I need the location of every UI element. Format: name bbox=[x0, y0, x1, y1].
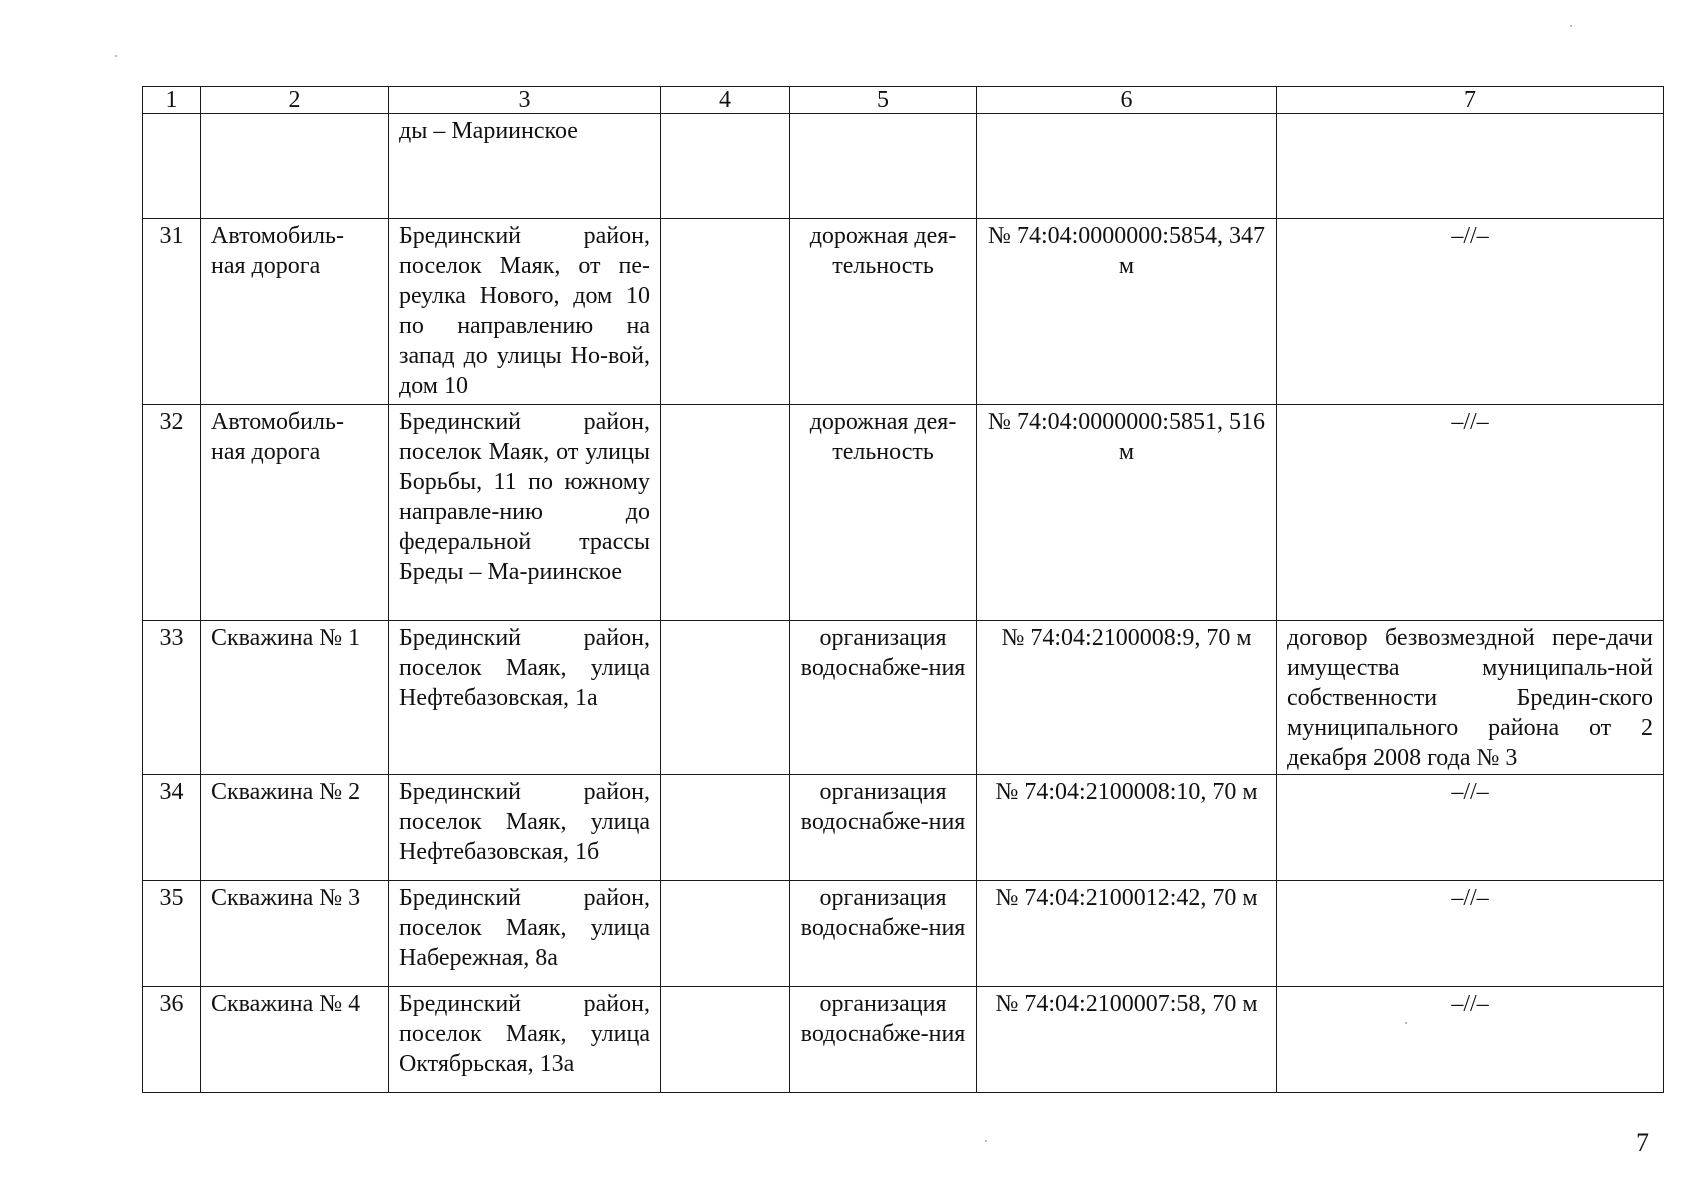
object-name-cell: Автомобиль-ная дорога bbox=[201, 405, 389, 621]
basis-cell: –//– bbox=[1277, 775, 1664, 881]
empty-cell bbox=[661, 775, 790, 881]
column-header-2: 2 bbox=[201, 87, 389, 114]
basis-cell bbox=[1277, 114, 1664, 219]
cadastral-cell: № 74:04:2100008:9, 70 м bbox=[977, 621, 1277, 775]
cadastral-cell: № 74:04:2100007:58, 70 м bbox=[977, 987, 1277, 1093]
scan-speck bbox=[1405, 1022, 1407, 1024]
row-number-cell bbox=[143, 114, 201, 219]
cadastral-cell: № 74:04:2100012:42, 70 м bbox=[977, 881, 1277, 987]
cadastral-cell: № 74:04:2100008:10, 70 м bbox=[977, 775, 1277, 881]
table-row bbox=[143, 881, 1664, 987]
empty-cell bbox=[661, 405, 790, 621]
column-header-6: 6 bbox=[977, 87, 1277, 114]
row-number-cell: 36 bbox=[143, 987, 201, 1093]
row-number-cell: 33 bbox=[143, 621, 201, 775]
address-cell: Брединский район, поселок Маяк, от пе-реулка Нового, дом 10 по направлению на запад до улицы Но-вой, дом 10 bbox=[389, 219, 661, 405]
empty-cell bbox=[661, 114, 790, 219]
empty-cell bbox=[661, 881, 790, 987]
table-row bbox=[143, 405, 1664, 621]
column-header-7: 7 bbox=[1277, 87, 1664, 114]
activity-cell bbox=[790, 114, 977, 219]
page-number: 7 bbox=[1636, 1128, 1649, 1157]
empty-cell bbox=[661, 621, 790, 775]
address-cell: Брединский район, поселок Маяк, от улицы Борьбы, 11 по южному направле-нию до федеральной трассы Бреды – Ма-риинское bbox=[389, 405, 661, 621]
table-row bbox=[143, 219, 1664, 405]
basis-cell: –//– bbox=[1277, 987, 1664, 1093]
column-header-5: 5 bbox=[790, 87, 977, 114]
activity-cell: организация водоснабже-ния bbox=[790, 621, 977, 775]
column-header-3: 3 bbox=[389, 87, 661, 114]
basis-cell: –//– bbox=[1277, 219, 1664, 405]
activity-cell: организация водоснабже-ния bbox=[790, 881, 977, 987]
object-name-cell: Скважина № 4 bbox=[201, 987, 389, 1093]
scan-speck bbox=[1570, 25, 1572, 27]
cadastral-cell: № 74:04:0000000:5854, 347 м bbox=[977, 219, 1277, 405]
object-name-cell: Автомобиль-ная дорога bbox=[201, 219, 389, 405]
basis-cell: –//– bbox=[1277, 881, 1664, 987]
object-name-cell: Скважина № 2 bbox=[201, 775, 389, 881]
object-name-cell: Скважина № 1 bbox=[201, 621, 389, 775]
address-cell: Брединский район, поселок Маяк, улица Нефтебазовская, 1а bbox=[389, 621, 661, 775]
cadastral-cell bbox=[977, 114, 1277, 219]
table-row bbox=[143, 775, 1664, 881]
basis-cell: –//– bbox=[1277, 405, 1664, 621]
activity-cell: организация водоснабже-ния bbox=[790, 987, 977, 1093]
basis-cell: договор безвозмездной пере-дачи имущества муниципаль-ной собственности Бредин-ского муниципального района от 2 декабря 2008 года № 3 bbox=[1277, 621, 1664, 775]
activity-cell: организация водоснабже-ния bbox=[790, 775, 977, 881]
row-number-cell: 35 bbox=[143, 881, 201, 987]
row-number-cell: 31 bbox=[143, 219, 201, 405]
activity-cell: дорожная дея-тельность bbox=[790, 405, 977, 621]
property-table bbox=[142, 86, 1664, 1093]
object-name-cell: Скважина № 3 bbox=[201, 881, 389, 987]
activity-cell: дорожная дея-тельность bbox=[790, 219, 977, 405]
address-cell: Брединский район, поселок Маяк, улица Набережная, 8а bbox=[389, 881, 661, 987]
column-header-1: 1 bbox=[143, 87, 201, 114]
cadastral-cell: № 74:04:0000000:5851, 516 м bbox=[977, 405, 1277, 621]
column-number-row bbox=[143, 87, 1664, 114]
address-cell: Брединский район, поселок Маяк, улица Октябрьская, 13а bbox=[389, 987, 661, 1093]
scan-speck bbox=[985, 1140, 987, 1142]
table-row bbox=[143, 621, 1664, 775]
address-cell: Брединский район, поселок Маяк, улица Нефтебазовская, 1б bbox=[389, 775, 661, 881]
table-row bbox=[143, 987, 1664, 1093]
empty-cell bbox=[661, 987, 790, 1093]
object-name-cell bbox=[201, 114, 389, 219]
empty-cell bbox=[661, 219, 790, 405]
table-row bbox=[143, 114, 1664, 219]
row-number-cell: 32 bbox=[143, 405, 201, 621]
row-number-cell: 34 bbox=[143, 775, 201, 881]
column-header-4: 4 bbox=[661, 87, 790, 114]
address-cell: ды – Мариинское bbox=[389, 114, 661, 219]
scan-speck bbox=[115, 55, 117, 57]
